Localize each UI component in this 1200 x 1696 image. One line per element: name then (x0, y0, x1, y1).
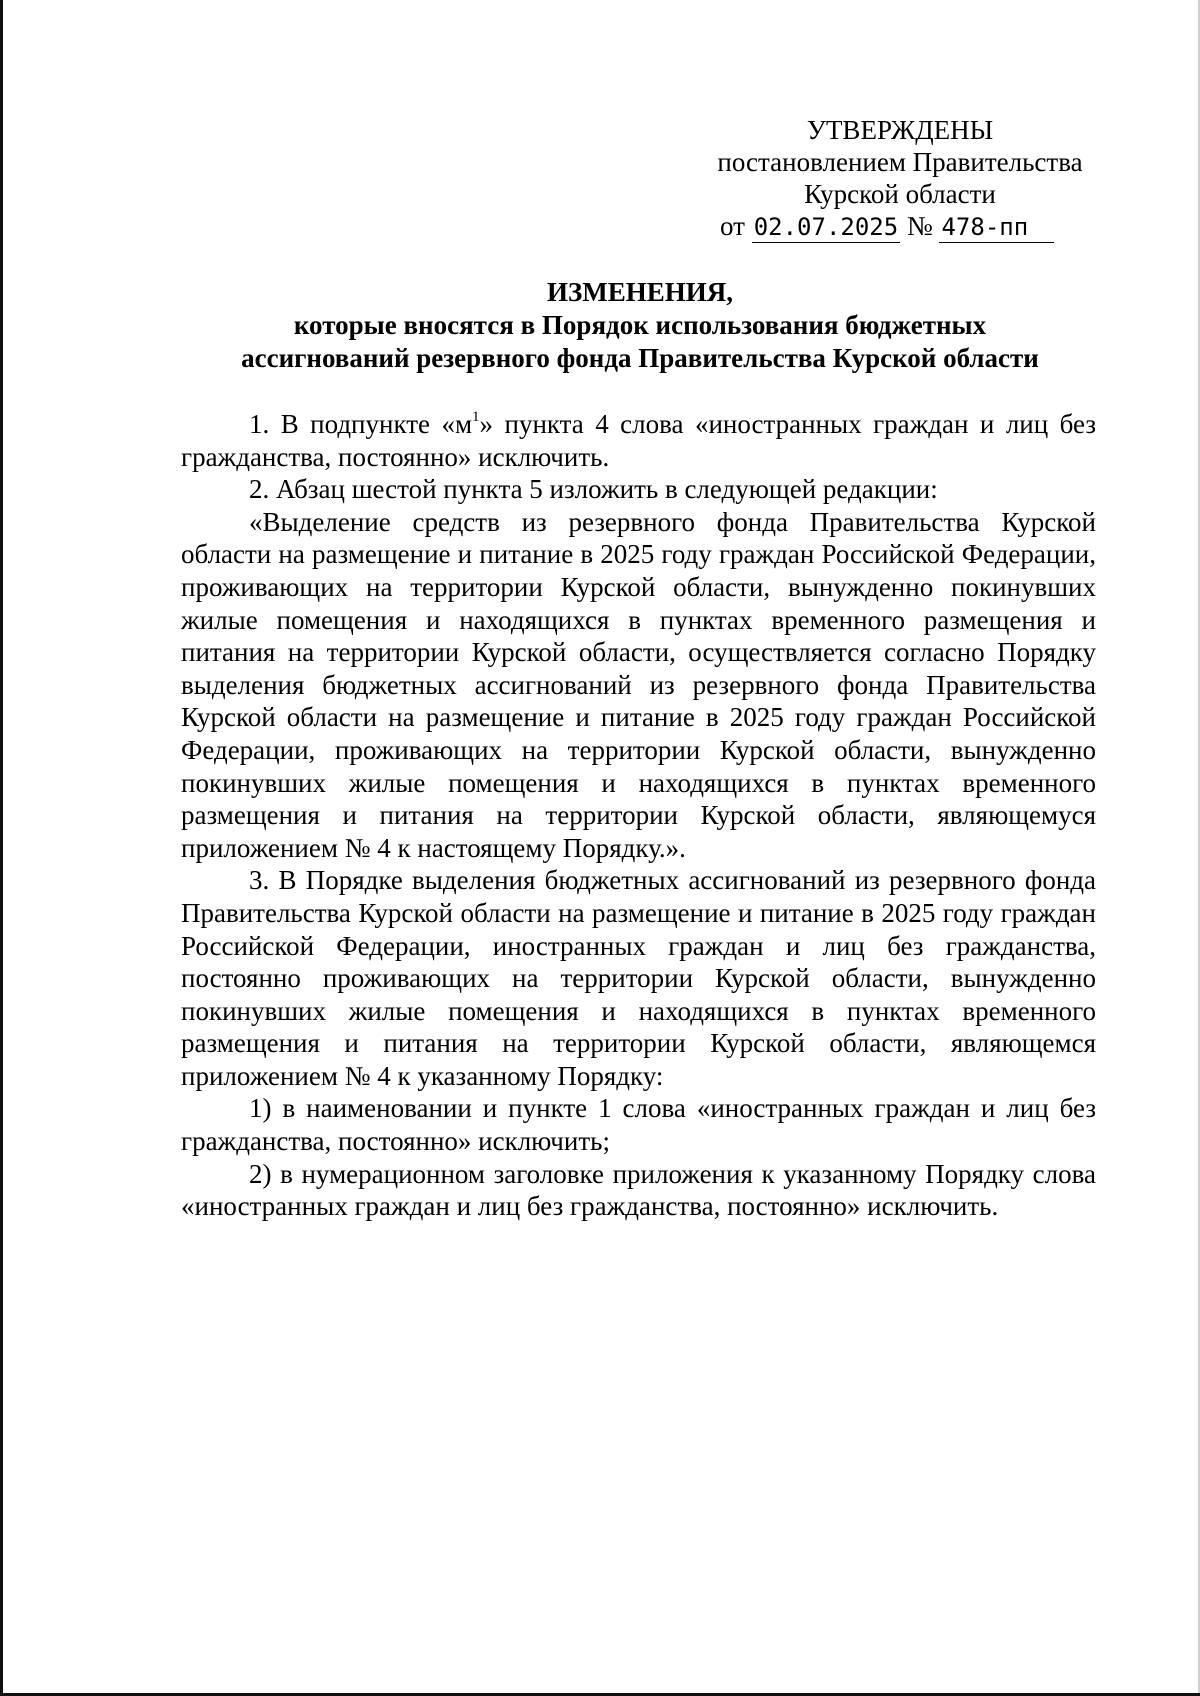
heading-subtitle-1: которые вносятся в Порядок использования бюджетных (293, 310, 987, 340)
paragraph-1-end: » пункта 4 слова «иностранных граждан и лиц без гражданства, постоянно» исключить. (181, 409, 1096, 472)
approval-line-1: постановлением Правительства (717, 147, 1083, 177)
document-heading (180, 276, 1100, 375)
document-body (181, 408, 1096, 1223)
approval-date-line (690, 210, 1110, 243)
paragraph-5: 1) в наименовании и пункте 1 слова «иностранных граждан и лиц без гражданства, постоянно» исключить; (181, 1093, 1096, 1157)
heading-title: ИЗМЕНЕНИЯ, (546, 277, 733, 307)
approval-number-sign: № (906, 211, 933, 241)
paragraph-1-start: 1. В подпункте «м (249, 409, 473, 439)
approval-number-value: 478-пп (939, 213, 1054, 243)
paragraph-4: 3. В Порядке выделения бюджетных ассигнований из резервного фонда Правительства Курской области на размещение и питание в 2025 году граждан Российской Федерации, иностранных граждан и лиц без гражданства, постоянно проживающих на территории Курской области, вынужденно покинувших жилые помещения и находящихся в пунктах временного размещения и питания на территории Курской области, являющемся приложением № 4 к указанному Порядку: (181, 865, 1096, 1091)
approval-block (690, 114, 1110, 243)
approval-date-value: 02.07.2025 (753, 213, 899, 241)
paragraph-1 (181, 408, 1096, 473)
heading-subtitle-2: ассигнований резервного фонда Правительства Курской области (241, 343, 1039, 373)
approval-date-prefix: от (720, 211, 745, 241)
paragraph-6: 2) в нумерационном заголовке приложения к указанному Порядку слова «иностранных граждан и лиц без гражданства, постоянно» исключить. (181, 1158, 1096, 1222)
scan-edge-left (0, 0, 3, 1696)
approval-title: УТВЕРЖДЕНЫ (806, 115, 994, 145)
paragraph-1-superscript: 1 (472, 409, 480, 425)
paragraph-2: 2. Абзац шестой пункта 5 изложить в следующей редакции: (249, 474, 938, 505)
approval-line-2: Курской области (804, 179, 996, 209)
paragraph-3: «Выделение средств из резервного фонда Правительства Курской области на размещение и питание в 2025 году граждан Российской Федерации, проживающих на территории Курской области, вынужденно покинувших жилые помещения и находящихся в пунктах временного размещения и питания на территории Курской области, осуществляется согласно Порядку выделения бюджетных ассигнований из резервного фонда Правительства Курской области на размещение и питание в 2025 году граждан Российской Федерации, проживающих на территории Курской области, вынужденно покинувших жилые помещения и находящихся в пунктах временного размещения и питания на территории Курской области, являющемуся приложением № 4 к настоящему Порядку.». (181, 506, 1096, 863)
